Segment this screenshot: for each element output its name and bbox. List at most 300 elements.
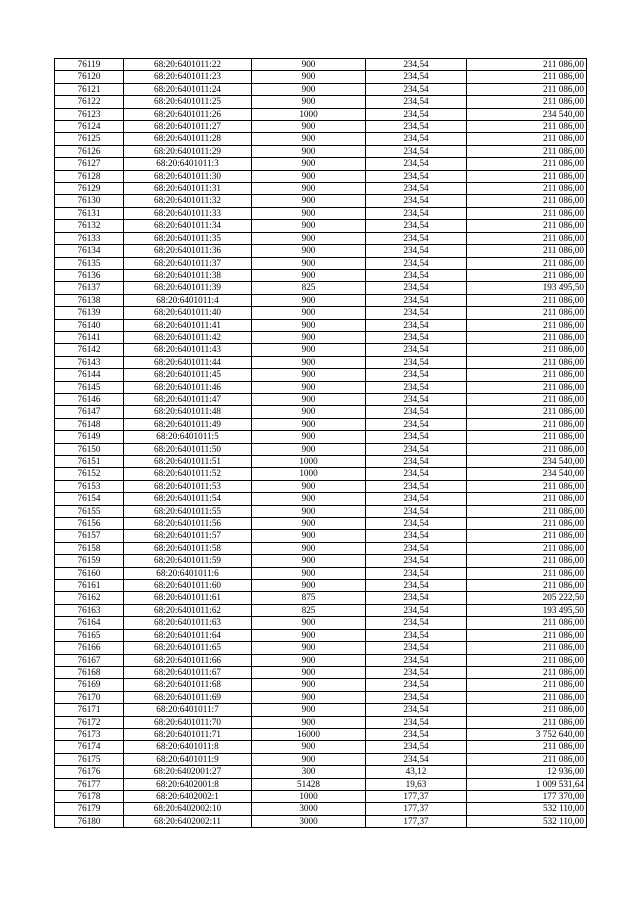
area-cell: 900: [252, 96, 366, 108]
row-id-cell: 76123: [55, 108, 124, 120]
table-row: [55, 356, 587, 368]
amount-cell: 211 086,00: [467, 393, 587, 405]
area-cell: 1000: [252, 108, 366, 120]
row-id-cell: 76158: [55, 542, 124, 554]
amount-cell: 211 086,00: [467, 269, 587, 281]
area-cell: 900: [252, 505, 366, 517]
rate-cell: 234,54: [366, 679, 467, 691]
cadastral-value-table: [54, 58, 587, 828]
area-cell: 900: [252, 381, 366, 393]
cadastral-number-cell: 68:20:6401011:36: [124, 245, 252, 257]
row-id-cell: 76130: [55, 195, 124, 207]
rate-cell: 234,54: [366, 269, 467, 281]
table-row: [55, 704, 587, 716]
rate-cell: 177,37: [366, 790, 467, 802]
row-id-cell: 76162: [55, 592, 124, 604]
table-row: [55, 257, 587, 269]
cadastral-number-cell: 68:20:6401011:61: [124, 592, 252, 604]
cadastral-number-cell: 68:20:6401011:54: [124, 493, 252, 505]
table-row: [55, 443, 587, 455]
area-cell: 300: [252, 766, 366, 778]
rate-cell: 234,54: [366, 406, 467, 418]
area-cell: 900: [252, 555, 366, 567]
row-id-cell: 76131: [55, 207, 124, 219]
cadastral-number-cell: 68:20:6401011:32: [124, 195, 252, 207]
area-cell: 900: [252, 406, 366, 418]
area-cell: 900: [252, 133, 366, 145]
amount-cell: 211 086,00: [467, 418, 587, 430]
area-cell: 900: [252, 691, 366, 703]
cadastral-number-cell: 68:20:6401011:68: [124, 679, 252, 691]
table-row: [55, 629, 587, 641]
row-id-cell: 76128: [55, 170, 124, 182]
amount-cell: 211 086,00: [467, 121, 587, 133]
cadastral-number-cell: 68:20:6401011:24: [124, 83, 252, 95]
cadastral-number-cell: 68:20:6401011:26: [124, 108, 252, 120]
rate-cell: 234,54: [366, 207, 467, 219]
rate-cell: 234,54: [366, 96, 467, 108]
amount-cell: 205 222,50: [467, 592, 587, 604]
rate-cell: 234,54: [366, 356, 467, 368]
table-row: [55, 220, 587, 232]
amount-cell: 211 086,00: [467, 331, 587, 343]
area-cell: 900: [252, 443, 366, 455]
row-id-cell: 76168: [55, 666, 124, 678]
table-row: [55, 617, 587, 629]
cadastral-number-cell: 68:20:6401011:5: [124, 431, 252, 443]
rate-cell: 234,54: [366, 480, 467, 492]
amount-cell: 211 086,00: [467, 741, 587, 753]
rate-cell: 234,54: [366, 728, 467, 740]
cadastral-number-cell: 68:20:6401011:25: [124, 96, 252, 108]
document-page: [54, 58, 586, 828]
row-id-cell: 76172: [55, 716, 124, 728]
amount-cell: 211 086,00: [467, 716, 587, 728]
row-id-cell: 76119: [55, 59, 124, 71]
cadastral-number-cell: 68:20:6401011:45: [124, 369, 252, 381]
amount-cell: 234 540,00: [467, 468, 587, 480]
cadastral-number-cell: 68:20:6401011:31: [124, 183, 252, 195]
row-id-cell: 76124: [55, 121, 124, 133]
cadastral-number-cell: 68:20:6401011:62: [124, 604, 252, 616]
area-cell: 3000: [252, 803, 366, 815]
rate-cell: 234,54: [366, 592, 467, 604]
table-row: [55, 753, 587, 765]
table-row: [55, 728, 587, 740]
area-cell: 900: [252, 431, 366, 443]
table-row: [55, 195, 587, 207]
row-id-cell: 76122: [55, 96, 124, 108]
area-cell: 900: [252, 617, 366, 629]
amount-cell: 211 086,00: [467, 518, 587, 530]
cadastral-number-cell: 68:20:6401011:33: [124, 207, 252, 219]
rate-cell: 234,54: [366, 183, 467, 195]
area-cell: 900: [252, 319, 366, 331]
area-cell: 900: [252, 629, 366, 641]
amount-cell: 211 086,00: [467, 170, 587, 182]
amount-cell: 211 086,00: [467, 704, 587, 716]
row-id-cell: 76143: [55, 356, 124, 368]
area-cell: 900: [252, 393, 366, 405]
row-id-cell: 76127: [55, 158, 124, 170]
cadastral-number-cell: 68:20:6401011:30: [124, 170, 252, 182]
rate-cell: 234,54: [366, 220, 467, 232]
amount-cell: 211 086,00: [467, 369, 587, 381]
row-id-cell: 76137: [55, 282, 124, 294]
row-id-cell: 76144: [55, 369, 124, 381]
row-id-cell: 76157: [55, 530, 124, 542]
amount-cell: 211 086,00: [467, 71, 587, 83]
rate-cell: 234,54: [366, 642, 467, 654]
area-cell: 900: [252, 294, 366, 306]
area-cell: 900: [252, 369, 366, 381]
rate-cell: 234,54: [366, 629, 467, 641]
table-row: [55, 393, 587, 405]
rate-cell: 234,54: [366, 518, 467, 530]
cadastral-number-cell: 68:20:6401011:66: [124, 654, 252, 666]
rate-cell: 234,54: [366, 158, 467, 170]
area-cell: 900: [252, 307, 366, 319]
area-cell: 900: [252, 207, 366, 219]
amount-cell: 211 086,00: [467, 232, 587, 244]
table-row: [55, 121, 587, 133]
table-row: [55, 803, 587, 815]
row-id-cell: 76120: [55, 71, 124, 83]
table-row: [55, 71, 587, 83]
cadastral-number-cell: 68:20:6401011:38: [124, 269, 252, 281]
rate-cell: 234,54: [366, 245, 467, 257]
row-id-cell: 76145: [55, 381, 124, 393]
rate-cell: 234,54: [366, 530, 467, 542]
amount-cell: 12 936,00: [467, 766, 587, 778]
row-id-cell: 76169: [55, 679, 124, 691]
area-cell: 900: [252, 418, 366, 430]
table-row: [55, 133, 587, 145]
table-row: [55, 183, 587, 195]
area-cell: 900: [252, 331, 366, 343]
row-id-cell: 76149: [55, 431, 124, 443]
cadastral-number-cell: 68:20:6402002:10: [124, 803, 252, 815]
area-cell: 875: [252, 592, 366, 604]
table-row: [55, 269, 587, 281]
rate-cell: 234,54: [366, 59, 467, 71]
table-row: [55, 145, 587, 157]
amount-cell: 193 495,50: [467, 282, 587, 294]
table-row: [55, 542, 587, 554]
amount-cell: 211 086,00: [467, 567, 587, 579]
cadastral-number-cell: 68:20:6401011:39: [124, 282, 252, 294]
row-id-cell: 76164: [55, 617, 124, 629]
table-row: [55, 170, 587, 182]
area-cell: 900: [252, 480, 366, 492]
row-id-cell: 76126: [55, 145, 124, 157]
cadastral-number-cell: 68:20:6401011:43: [124, 344, 252, 356]
area-cell: 900: [252, 530, 366, 542]
table-row: [55, 766, 587, 778]
rate-cell: 234,54: [366, 456, 467, 468]
cadastral-number-cell: 68:20:6401011:58: [124, 542, 252, 554]
rate-cell: 234,54: [366, 170, 467, 182]
rate-cell: 234,54: [366, 71, 467, 83]
amount-cell: 211 086,00: [467, 207, 587, 219]
cadastral-number-cell: 68:20:6401011:4: [124, 294, 252, 306]
rate-cell: 234,54: [366, 344, 467, 356]
row-id-cell: 76146: [55, 393, 124, 405]
row-id-cell: 76166: [55, 642, 124, 654]
rate-cell: 234,54: [366, 431, 467, 443]
area-cell: 900: [252, 71, 366, 83]
row-id-cell: 76160: [55, 567, 124, 579]
table-row: [55, 83, 587, 95]
row-id-cell: 76155: [55, 505, 124, 517]
table-row: [55, 369, 587, 381]
table-row: [55, 59, 587, 71]
rate-cell: 234,54: [366, 580, 467, 592]
cadastral-number-cell: 68:20:6401011:69: [124, 691, 252, 703]
rate-cell: 234,54: [366, 716, 467, 728]
table-row: [55, 282, 587, 294]
area-cell: 900: [252, 170, 366, 182]
area-cell: 900: [252, 59, 366, 71]
rate-cell: 234,54: [366, 418, 467, 430]
cadastral-number-cell: 68:20:6401011:48: [124, 406, 252, 418]
cadastral-number-cell: 68:20:6401011:29: [124, 145, 252, 157]
amount-cell: 211 086,00: [467, 307, 587, 319]
amount-cell: 211 086,00: [467, 530, 587, 542]
rate-cell: 234,54: [366, 331, 467, 343]
row-id-cell: 76135: [55, 257, 124, 269]
rate-cell: 234,54: [366, 282, 467, 294]
amount-cell: 211 086,00: [467, 443, 587, 455]
table-row: [55, 555, 587, 567]
table-row: [55, 207, 587, 219]
row-id-cell: 76138: [55, 294, 124, 306]
area-cell: 900: [252, 542, 366, 554]
rate-cell: 234,54: [366, 145, 467, 157]
area-cell: 900: [252, 753, 366, 765]
cadastral-number-cell: 68:20:6401011:70: [124, 716, 252, 728]
amount-cell: 532 110,00: [467, 815, 587, 827]
cadastral-number-cell: 68:20:6401011:46: [124, 381, 252, 393]
table-row: [55, 307, 587, 319]
amount-cell: 211 086,00: [467, 505, 587, 517]
table-row: [55, 381, 587, 393]
amount-cell: 211 086,00: [467, 629, 587, 641]
table-row: [55, 716, 587, 728]
area-cell: 900: [252, 121, 366, 133]
table-row: [55, 480, 587, 492]
cadastral-number-cell: 68:20:6401011:67: [124, 666, 252, 678]
cadastral-number-cell: 68:20:6402002:11: [124, 815, 252, 827]
table-row: [55, 567, 587, 579]
area-cell: 900: [252, 232, 366, 244]
row-id-cell: 76165: [55, 629, 124, 641]
table-row: [55, 456, 587, 468]
row-id-cell: 76147: [55, 406, 124, 418]
cadastral-number-cell: 68:20:6401011:64: [124, 629, 252, 641]
cadastral-number-cell: 68:20:6401011:27: [124, 121, 252, 133]
area-cell: 900: [252, 741, 366, 753]
amount-cell: 211 086,00: [467, 245, 587, 257]
row-id-cell: 76178: [55, 790, 124, 802]
rate-cell: 234,54: [366, 393, 467, 405]
rate-cell: 234,54: [366, 83, 467, 95]
cadastral-number-cell: 68:20:6401011:52: [124, 468, 252, 480]
area-cell: 16000: [252, 728, 366, 740]
table-row: [55, 790, 587, 802]
rate-cell: 177,37: [366, 803, 467, 815]
row-id-cell: 76141: [55, 331, 124, 343]
rate-cell: 19,63: [366, 778, 467, 790]
cadastral-number-cell: 68:20:6401011:8: [124, 741, 252, 753]
table-row: [55, 294, 587, 306]
rate-cell: 234,54: [366, 195, 467, 207]
table-row: [55, 604, 587, 616]
rate-cell: 234,54: [366, 493, 467, 505]
area-cell: 900: [252, 666, 366, 678]
rate-cell: 234,54: [366, 468, 467, 480]
row-id-cell: 76161: [55, 580, 124, 592]
cadastral-number-cell: 68:20:6401011:53: [124, 480, 252, 492]
cadastral-number-cell: 68:20:6401011:57: [124, 530, 252, 542]
table-row: [55, 778, 587, 790]
cadastral-number-cell: 68:20:6401011:55: [124, 505, 252, 517]
row-id-cell: 76154: [55, 493, 124, 505]
table-row: [55, 431, 587, 443]
table-row: [55, 319, 587, 331]
cadastral-number-cell: 68:20:6401011:40: [124, 307, 252, 319]
cadastral-number-cell: 68:20:6401011:34: [124, 220, 252, 232]
area-cell: 900: [252, 716, 366, 728]
rate-cell: 234,54: [366, 741, 467, 753]
cadastral-number-cell: 68:20:6402001:27: [124, 766, 252, 778]
rate-cell: 234,54: [366, 654, 467, 666]
cadastral-number-cell: 68:20:6401011:51: [124, 456, 252, 468]
table-row: [55, 642, 587, 654]
amount-cell: 211 086,00: [467, 642, 587, 654]
table-row: [55, 592, 587, 604]
table-row: [55, 108, 587, 120]
area-cell: 900: [252, 83, 366, 95]
table-row: [55, 518, 587, 530]
rate-cell: 234,54: [366, 307, 467, 319]
rate-cell: 234,54: [366, 617, 467, 629]
row-id-cell: 76176: [55, 766, 124, 778]
rate-cell: 234,54: [366, 294, 467, 306]
amount-cell: 211 086,00: [467, 158, 587, 170]
area-cell: 900: [252, 642, 366, 654]
cadastral-number-cell: 68:20:6401011:60: [124, 580, 252, 592]
cadastral-number-cell: 68:20:6401011:59: [124, 555, 252, 567]
rate-cell: 177,37: [366, 815, 467, 827]
area-cell: 900: [252, 183, 366, 195]
table-row: [55, 654, 587, 666]
row-id-cell: 76129: [55, 183, 124, 195]
area-cell: 3000: [252, 815, 366, 827]
area-cell: 900: [252, 518, 366, 530]
row-id-cell: 76180: [55, 815, 124, 827]
table-row: [55, 245, 587, 257]
rate-cell: 234,54: [366, 542, 467, 554]
amount-cell: 211 086,00: [467, 356, 587, 368]
table-row: [55, 232, 587, 244]
cadastral-number-cell: 68:20:6401011:50: [124, 443, 252, 455]
cadastral-number-cell: 68:20:6401011:22: [124, 59, 252, 71]
amount-cell: 177 370,00: [467, 790, 587, 802]
rate-cell: 234,54: [366, 121, 467, 133]
table-row: [55, 331, 587, 343]
cadastral-number-cell: 68:20:6401011:23: [124, 71, 252, 83]
amount-cell: 211 086,00: [467, 294, 587, 306]
amount-cell: 3 752 640,00: [467, 728, 587, 740]
cadastral-number-cell: 68:20:6401011:63: [124, 617, 252, 629]
cadastral-number-cell: 68:20:6401011:56: [124, 518, 252, 530]
row-id-cell: 76140: [55, 319, 124, 331]
cadastral-number-cell: 68:20:6401011:9: [124, 753, 252, 765]
cadastral-number-cell: 68:20:6401011:42: [124, 331, 252, 343]
cadastral-number-cell: 68:20:6401011:71: [124, 728, 252, 740]
rate-cell: 234,54: [366, 108, 467, 120]
rate-cell: 234,54: [366, 555, 467, 567]
rate-cell: 234,54: [366, 133, 467, 145]
table-row: [55, 679, 587, 691]
cadastral-number-cell: 68:20:6401011:47: [124, 393, 252, 405]
row-id-cell: 76152: [55, 468, 124, 480]
row-id-cell: 76156: [55, 518, 124, 530]
row-id-cell: 76136: [55, 269, 124, 281]
amount-cell: 211 086,00: [467, 480, 587, 492]
rate-cell: 43,12: [366, 766, 467, 778]
area-cell: 900: [252, 257, 366, 269]
table-row: [55, 344, 587, 356]
cadastral-number-cell: 68:20:6401011:65: [124, 642, 252, 654]
table-row: [55, 505, 587, 517]
amount-cell: 234 540,00: [467, 108, 587, 120]
amount-cell: 211 086,00: [467, 344, 587, 356]
amount-cell: 211 086,00: [467, 59, 587, 71]
row-id-cell: 76150: [55, 443, 124, 455]
amount-cell: 211 086,00: [467, 319, 587, 331]
rate-cell: 234,54: [366, 257, 467, 269]
table-row: [55, 741, 587, 753]
rate-cell: 234,54: [366, 567, 467, 579]
amount-cell: 211 086,00: [467, 83, 587, 95]
amount-cell: 211 086,00: [467, 406, 587, 418]
rate-cell: 234,54: [366, 443, 467, 455]
cadastral-number-cell: 68:20:6402001:8: [124, 778, 252, 790]
rate-cell: 234,54: [366, 604, 467, 616]
area-cell: 900: [252, 704, 366, 716]
amount-cell: 193 495,50: [467, 604, 587, 616]
rate-cell: 234,54: [366, 369, 467, 381]
amount-cell: 211 086,00: [467, 580, 587, 592]
amount-cell: 211 086,00: [467, 654, 587, 666]
row-id-cell: 76151: [55, 456, 124, 468]
amount-cell: 211 086,00: [467, 617, 587, 629]
row-id-cell: 76179: [55, 803, 124, 815]
area-cell: 825: [252, 604, 366, 616]
area-cell: 900: [252, 344, 366, 356]
area-cell: 900: [252, 654, 366, 666]
amount-cell: 211 086,00: [467, 753, 587, 765]
area-cell: 900: [252, 493, 366, 505]
cadastral-number-cell: 68:20:6401011:41: [124, 319, 252, 331]
row-id-cell: 76133: [55, 232, 124, 244]
row-id-cell: 76170: [55, 691, 124, 703]
area-cell: 900: [252, 356, 366, 368]
cadastral-number-cell: 68:20:6401011:49: [124, 418, 252, 430]
amount-cell: 211 086,00: [467, 183, 587, 195]
